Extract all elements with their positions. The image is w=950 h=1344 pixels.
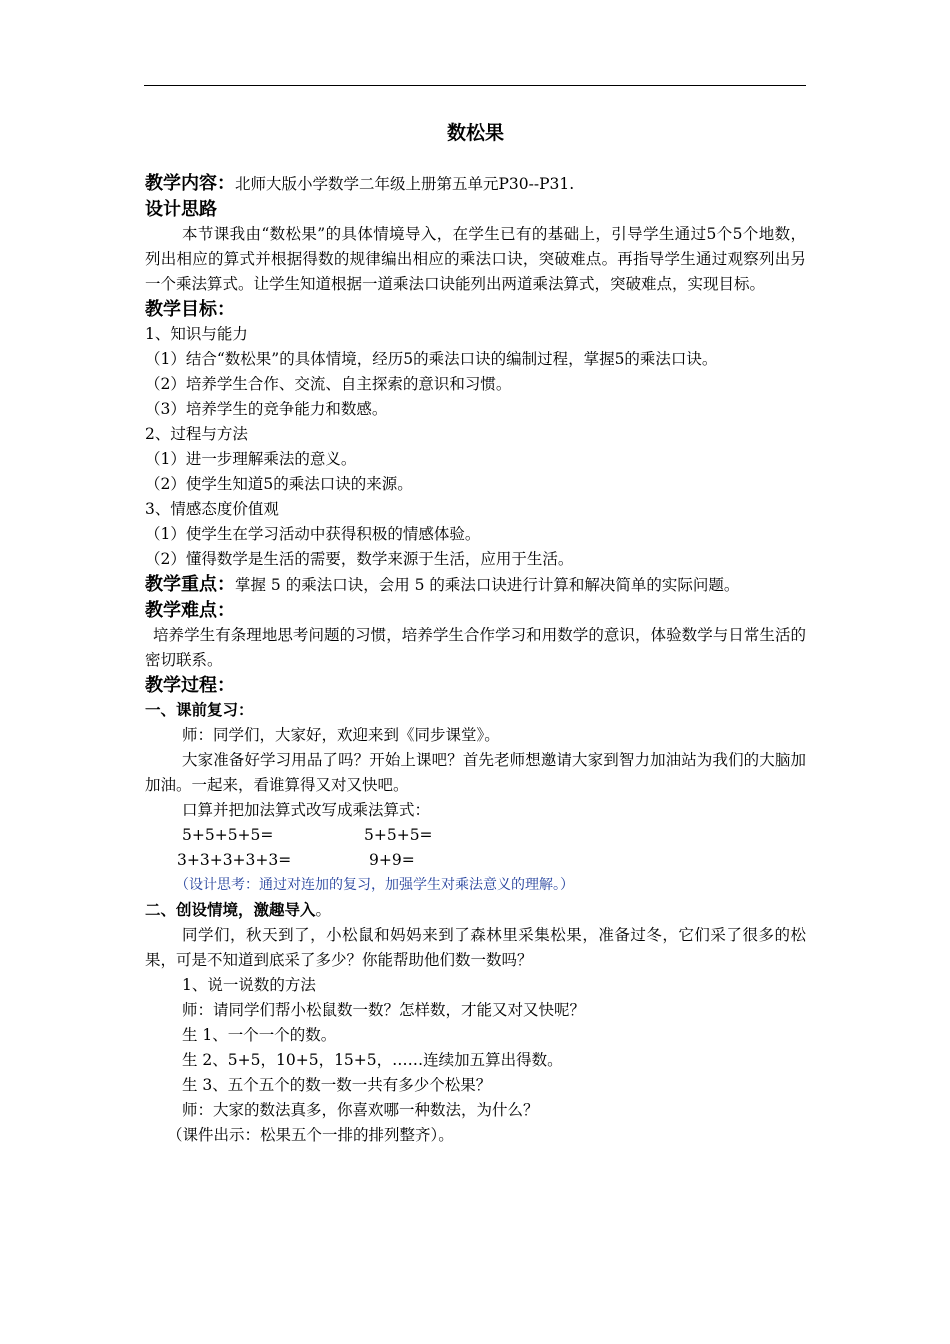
goal-1a: （1）结合“数松果”的具体情境，经历5的乘法口诀的编制过程，掌握5的乘法口诀。 xyxy=(145,350,718,368)
goal-2b: （2）使学生知道5的乘法口诀的来源。 xyxy=(145,475,413,493)
design-heading: 设计思路 xyxy=(145,199,217,220)
calc-row-1 xyxy=(145,823,806,848)
key-text: 掌握 5 的乘法口诀，会用 5 的乘法口诀进行计算和解决简单的实际问题。 xyxy=(235,576,740,594)
part1-paragraph-1: 师：同学们，大家好，欢迎来到《同步课堂》。 xyxy=(182,726,500,744)
part2-line-7: （课件出示：松果五个一排的排列整齐）。 xyxy=(167,1126,454,1144)
part2-heading-end: 。 xyxy=(315,901,332,919)
design-note: （设计思考：通过对连加的复习，加强学生对乘法意义的理解。） xyxy=(175,877,574,893)
design-paragraph: 本节课我由“数松果”的具体情境导入，在学生已有的基础上，引导学生通过5个5个地数，列出相应的算式并根据得数的规律编出相应的乘法口诀，突破难点。再指导学生通过观察列出另一个乘法算式。让学生知道根据一道乘法口诀能列出两道乘法算式，突破难点，实现目标。 xyxy=(145,225,806,293)
part2-line-3: 生 1、一个一个的数。 xyxy=(182,1026,337,1044)
page-title: 数松果 xyxy=(446,122,504,144)
part1-paragraph-2: 大家准备好学习用品了吗？开始上课吧？首先老师想邀请大家到智力加油站为我们的大脑加加油。一起来，看谁算得又对又快吧。 xyxy=(145,751,806,794)
part1-heading: 一、课前复习： xyxy=(145,701,254,719)
document-body xyxy=(145,118,806,1148)
key-point xyxy=(145,572,806,598)
process-heading: 教学过程： xyxy=(145,675,235,696)
key-heading: 教学重点： xyxy=(145,574,235,595)
calc-1b: 5+5+5= xyxy=(364,826,433,844)
part2-heading-line xyxy=(145,898,806,923)
part1-paragraph-3: 口算并把加法算式改写成乘法算式： xyxy=(182,801,431,819)
goal-2a: （1）进一步理解乘法的意义。 xyxy=(145,450,357,468)
content-text: 北师大版小学数学二年级上册第五单元P30--P31. xyxy=(235,175,575,193)
goal-1: 1、知识与能力 xyxy=(145,325,248,343)
content-line xyxy=(145,171,806,197)
goal-1c: （3）培养学生的竞争能力和数感。 xyxy=(145,400,388,418)
goal-3b: （2）懂得数学是生活的需要，数学来源于生活，应用于生活。 xyxy=(145,550,574,568)
difficulty-paragraph: 培养学生有条理地思考问题的习惯，培养学生合作学习和用数学的意识，体验数学与日常生活的密切联系。 xyxy=(145,626,806,669)
goal-3a: （1）使学生在学习活动中获得积极的情感体验。 xyxy=(145,525,481,543)
part2-line-2: 师：请同学们帮小松鼠数一数？怎样数，才能又对又快呢？ xyxy=(182,1001,586,1019)
part2-line-4: 生 2、5+5，10+5，15+5，……连续加五算出得数。 xyxy=(182,1051,563,1069)
part2-heading: 二、创设情境，激趣导入 xyxy=(145,901,316,919)
difficulty-heading: 教学难点： xyxy=(145,600,235,621)
header-rule xyxy=(144,85,806,86)
calc-row-2 xyxy=(145,848,806,873)
goal-3: 3、情感态度价值观 xyxy=(145,500,279,518)
part2-line-1: 1、说一说数的方法 xyxy=(182,976,316,994)
goal-1b: （2）培养学生合作、交流、自主探索的意识和习惯。 xyxy=(145,375,512,393)
part2-line-6: 师：大家的数法真多，你喜欢哪一种数法，为什么？ xyxy=(182,1101,539,1119)
part2-line-5: 生 3、五个五个的数一数一共有多少个松果？ xyxy=(182,1076,492,1094)
calc-1a: 5+5+5+5= xyxy=(182,826,274,844)
goals-heading: 教学目标： xyxy=(145,299,235,320)
calc-2a: 3+3+3+3+3= xyxy=(177,851,292,869)
part2-paragraph-1: 同学们，秋天到了，小松鼠和妈妈来到了森林里采集松果，准备过冬，它们采了很多的松果，可是不知道到底采了多少？你能帮助他们数一数吗？ xyxy=(145,926,806,969)
content-heading: 教学内容： xyxy=(145,173,235,194)
calc-2b: 9+9= xyxy=(369,851,415,869)
goal-2: 2、过程与方法 xyxy=(145,425,248,443)
